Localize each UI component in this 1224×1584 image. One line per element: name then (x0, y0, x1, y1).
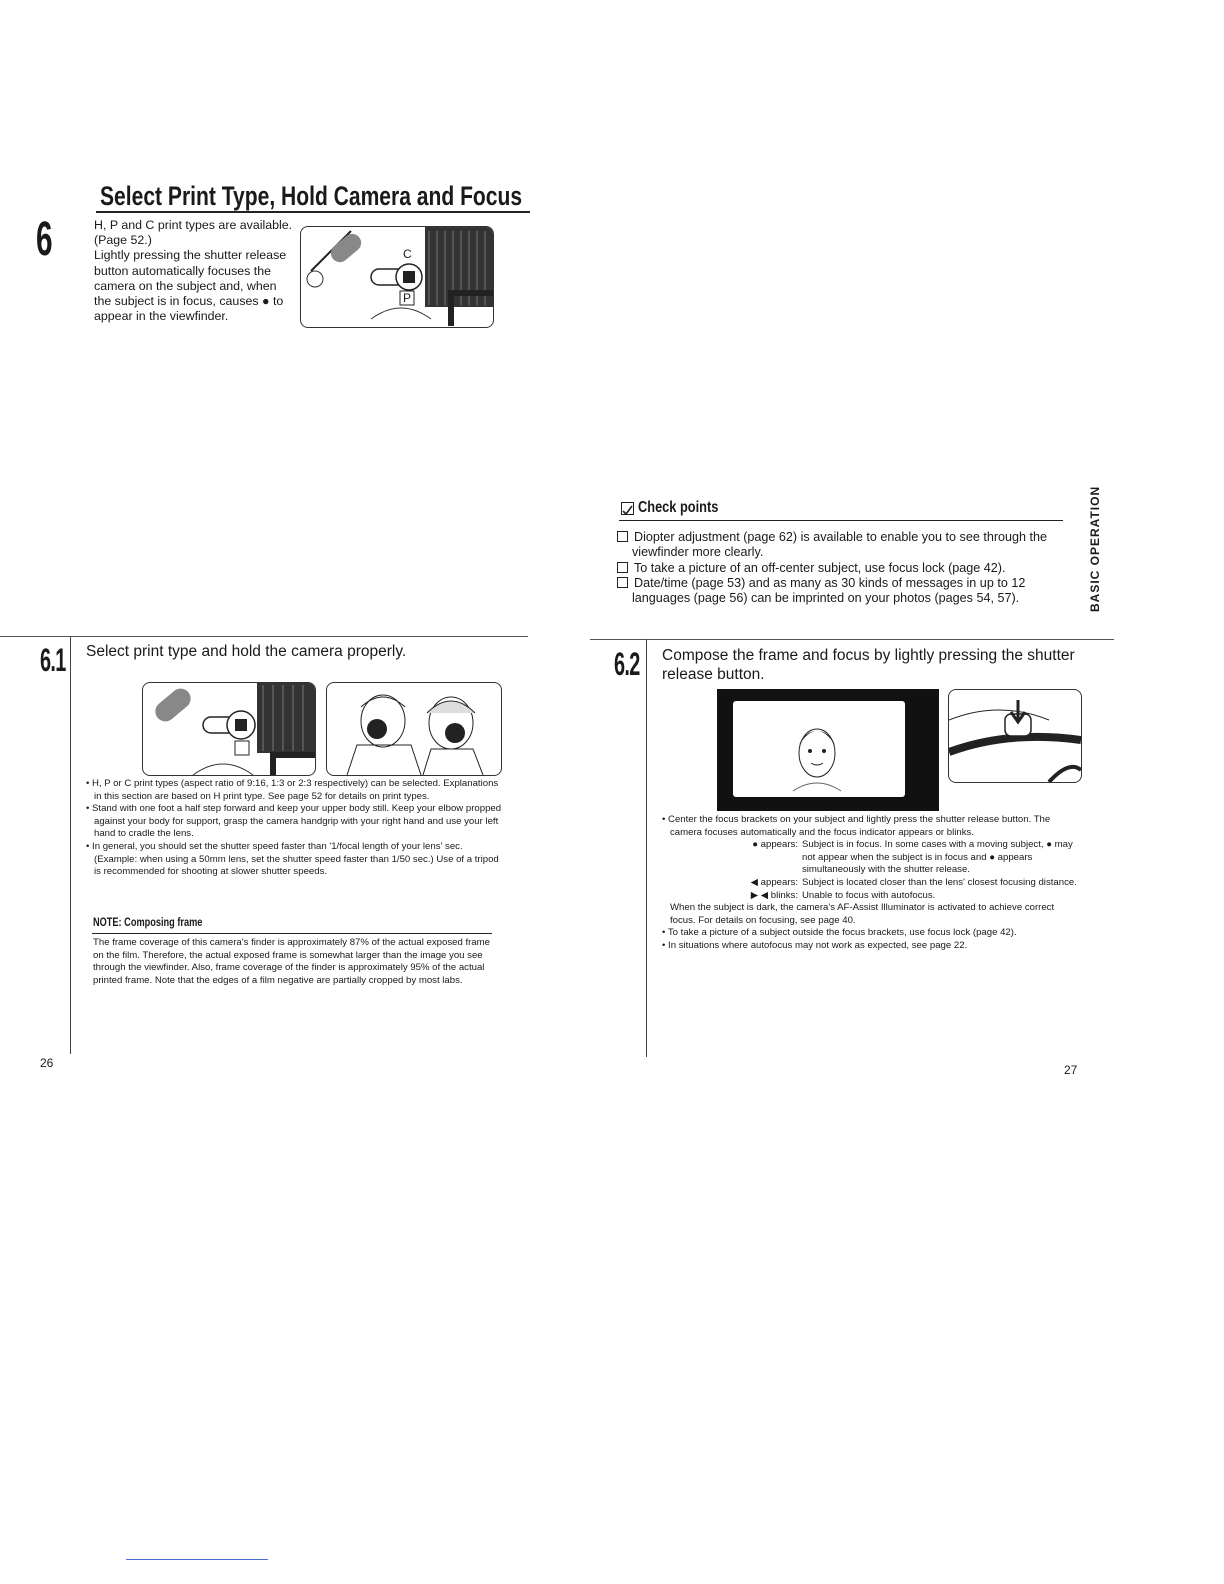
section-heading-6-1: Select print type and hold the camera properly. (86, 643, 407, 660)
checkbox-icon (617, 577, 628, 588)
dial-closeup-illustration (142, 682, 316, 776)
section-number-6-1: 6.1 (40, 642, 66, 678)
title-rule (96, 211, 530, 213)
bullet-focus-lock: • To take a picture of a subject outside the focus brackets, use focus lock (page 42). (662, 927, 1082, 940)
section-heading-6-2: Compose the frame and focus by lightly pressing the shutter release button. (662, 647, 1075, 683)
indicator-in-focus: ● appears: Subject is in focus. In some cases with a moving subject, ● may not appear when the subject is in focus and ● appears simultaneously with the shutter release. (752, 839, 1073, 876)
intro-text: H, P and C print types are available. (Page 52.) Lightly pressing the shutter release button automatically focuses the camera on the subject and, when the subject is in focus, causes ● to appear in the viewfinder. (94, 218, 293, 324)
section-divider-left (0, 636, 528, 637)
section-number-6-2: 6.2 (614, 646, 640, 682)
footer-link-line (126, 1559, 268, 1560)
page-title: Select Print Type, Hold Camera and Focus (100, 181, 523, 211)
note-body: The frame coverage of this camera's finder is approximately 87% of the actual exposed frame on the film. Therefore, the actual exposed frame is somewhat larger than the image you see through the viewfinder. Also, frame coverage of the finder is approximately 95% of the actual printed frame. Note that the edges of a film negative are partially cropped by most labs. (93, 937, 490, 986)
section-divider-right (590, 639, 1114, 640)
check-item: Date/time (page 53) and as many as 30 kinds of messages in up to 12 languages (page 56) can be imprinted on your photos (pages 54, 57). (617, 576, 1063, 607)
note-rule (92, 933, 492, 934)
page-number-left: 26 (40, 1056, 54, 1070)
bullet-stance: • Stand with one foot a half step forward and keep your upper body still. Keep your elbow propped against your body for support, grasp the camera handgrip with your right hand and use your left hand to cradle the lens. (86, 803, 504, 841)
check-points-rule (619, 520, 1063, 521)
check-item: To take a picture of an off-center subject, use focus lock (page 42). (617, 561, 1063, 576)
print-type-dial-illustration (300, 226, 494, 328)
shutter-button-illustration (948, 689, 1082, 783)
side-tab-basic-operation: BASIC OPERATION (1088, 485, 1102, 612)
bullet-autofocus-limits: • In situations where autofocus may not work as expected, see page 22. (662, 940, 1082, 953)
check-item: Diopter adjustment (page 62) is available to enable you to see through the viewfinder more clearly. (617, 530, 1063, 561)
indicator-too-close: ◀ appears: Subject is located closer than the lens' closest focusing distance. (750, 876, 1077, 888)
holding-camera-illustration (326, 682, 502, 776)
dial-label-c: C (403, 247, 412, 261)
checkbox-icon (617, 562, 628, 573)
indicator-no-focus: ▶ ◀ blinks: Unable to focus with autofocus. (750, 889, 936, 901)
dial-label-p: P (403, 291, 412, 305)
section-6-2-text (662, 814, 1082, 953)
bullet-shutter-speed: • In general, you should set the shutter speed faster than '1/focal length of your lens' sec. (Example: when using a 50mm lens, set the shutter speed faster than 1/50 sec.) Use of a tripod is recommended for shooting at slower shutter speeds. (86, 841, 504, 879)
check-points-list (617, 530, 1063, 606)
dark-subject-note: When the subject is dark, the camera's AF-Assist Illuminator is activated to achieve correct focus. For details on focusing, see page 40. (670, 902, 1055, 926)
chapter-number: 6 (36, 213, 53, 266)
bullet-center-brackets: • Center the focus brackets on your subject and lightly press the shutter release button. The camera focuses automatically and the focus indicator appears or blinks. (662, 814, 1082, 839)
check-points-title: Check points (638, 499, 719, 516)
note-title: NOTE: Composing frame (93, 917, 203, 929)
viewfinder-illustration (717, 689, 939, 811)
checkbox-icon (617, 531, 628, 542)
section-6-1-bullets (86, 778, 504, 879)
checkbox-checked-icon (621, 502, 634, 515)
section-vertical-right (646, 639, 647, 1057)
section-vertical-left (70, 636, 71, 1054)
bullet-print-types: • H, P or C print types (aspect ratio of 9:16, 1:3 or 2:3 respectively) can be selected. Explanations in this section are based on H print type. See page 52 for details on print types. (86, 778, 504, 803)
page-number-right: 27 (1064, 1063, 1078, 1077)
